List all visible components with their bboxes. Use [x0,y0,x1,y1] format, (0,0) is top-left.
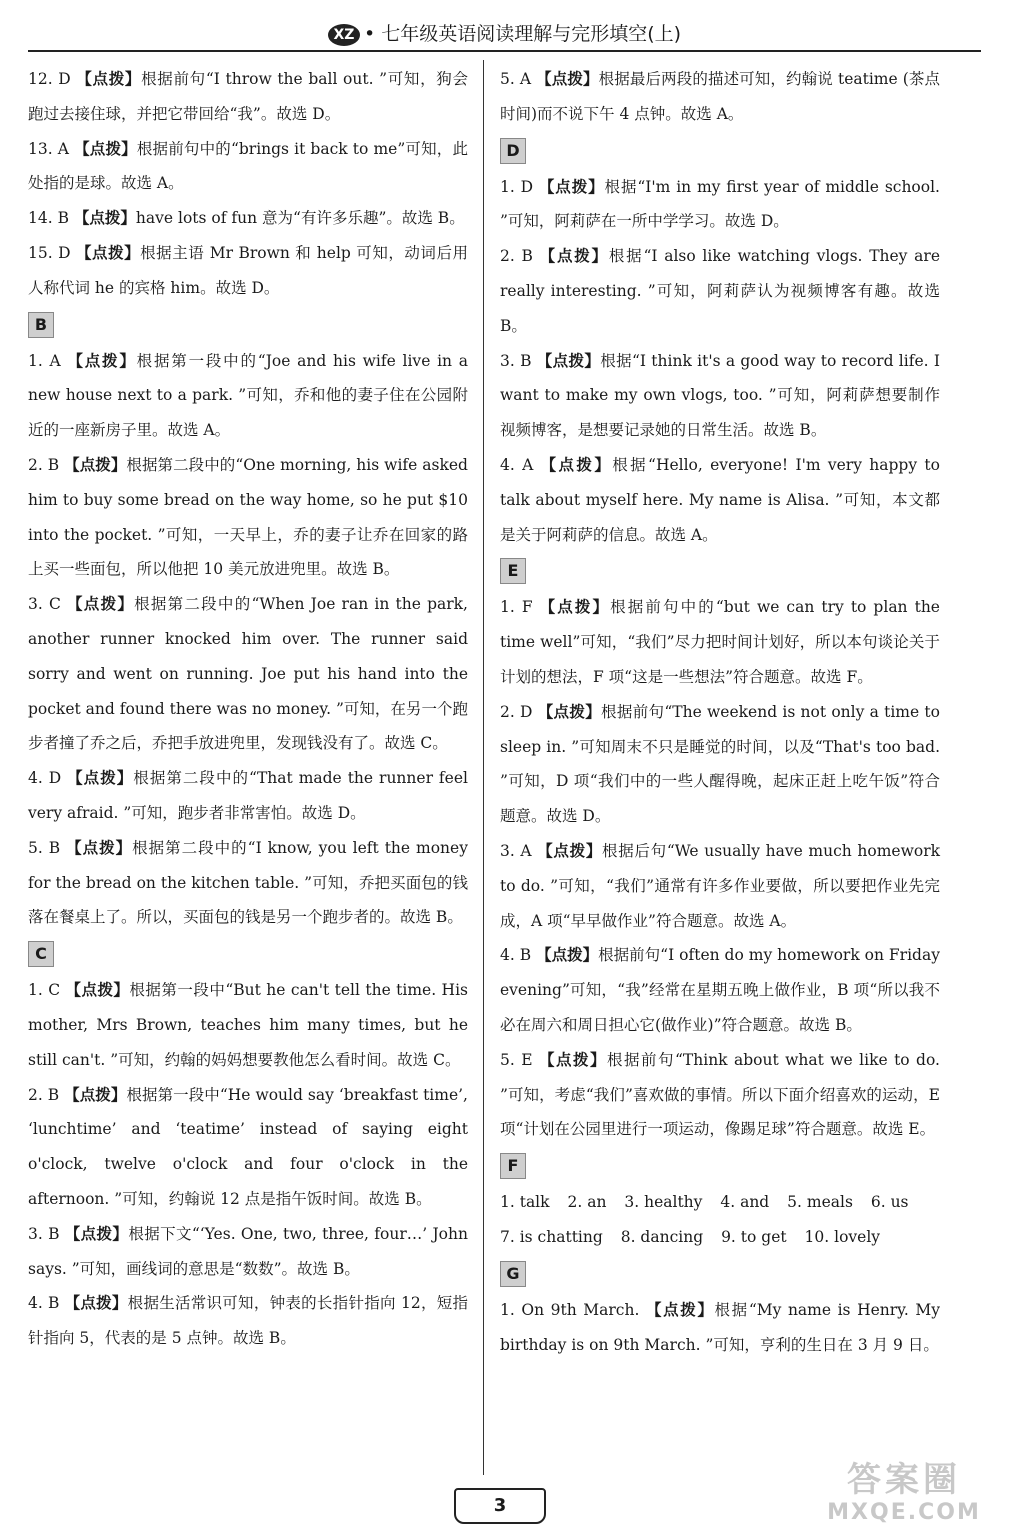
hint-keyword: 【点拨】 [66,837,133,857]
hint-keyword: 【点拨】 [539,246,609,266]
hint-keyword: 【点拨】 [64,1223,129,1243]
section-label-f: F [500,1153,526,1179]
answer-item: 3. C 【点拨】根据第二段中的“When Joe ran in the park, another runner knocked him over. The runner said sorry and went on running. Joe put his hand into the pocket and found there was no money. ”可知，在另一个跑步者撞了乔之后，乔把手放进兜里，发现钱没有了。故选 C。 [28,594,468,753]
answer-item: 5. A 【点拨】根据最后两段的描述可知，约翰说 teatime (茶点时间)而不说下午 4 点钟。故选 A。 [500,69,940,123]
hint-keyword: 【点拨】 [536,945,599,965]
answer-item: 4. D 【点拨】根据第二段中的“That made the runner feel very afraid. ”可知，跑步者非常害怕。故选 D。 [28,768,468,822]
hint-keyword: 【点拨】 [537,840,603,860]
hint-keyword: 【点拨】 [538,176,605,196]
fill-answer: 2. an [567,1193,607,1212]
answer-item: 1. C 【点拨】根据第一段中“But he can't tell the time. His mother, Mrs Brown, teaches him many times, but he still can't. ”可知，约翰的妈妈想要教他怎么看时间。故选 C。 [28,980,468,1069]
hint-keyword: 【点拨】 [64,454,127,474]
answer-item: 13. A 【点拨】根据前句中的“brings it back to me”可知，此处指的是球。故选 A。 [28,138,468,193]
hint-keyword: 【点拨】 [76,69,142,88]
answer-item: 2. D 【点拨】根据前句“The weekend is not only a time to sleep in. ”可知周末不只是睡觉的时间，以及“That's too bad. ”可知，D 项“我们中的一些人醒得晚，起床正赶上吃午饭”符合题意。故选 D。 [500,701,940,826]
fill-answers-row-1 [500,1185,940,1220]
answer-item: 14. B 【点拨】have lots of fun 意为“有许多乐趣”。故选 B。 [28,208,465,228]
answer-item: 1. A 【点拨】根据第一段中的“Joe and his wife live in a new house next to a park. ”可知，乔和他的妻子住在公园附近的一座新房子里。故选 A。 [28,350,468,440]
answer-item: 2. B 【点拨】根据“I also like watching vlogs. They are really interesting. ”可知，阿莉萨认为视频博客有趣。故选 B。 [500,246,940,335]
answer-item: 1. On 9th March. 【点拨】根据“My name is Henry. My birthday is on 9th March. ”可知，亨利的生日在 3 月 9 日。 [500,1299,940,1354]
answer-item: 2. B 【点拨】根据第一段中“He would say ‘breakfast time’, ‘lunchtime’ and ‘teatime’ instead of saying eight o'clock, twelve o'clock and four o'clock in the afternoon. ”可知，约翰说 12 点是指午饭时间。故选 B。 [28,1084,468,1208]
hint-keyword: 【点拨】 [73,208,136,228]
answer-item: 5. B 【点拨】根据第二段中的“I know, you left the money for the bread on the kitchen table. ”可知，乔把买面包的钱落在餐桌上了。所以，买面包的钱是另一个跑步者的。故选 B。 [28,837,468,927]
hint-keyword: 【点拨】 [65,980,130,1000]
fill-answer: 6. us [870,1193,909,1212]
section-label-c: C [28,941,54,967]
column-divider [483,60,484,1475]
watermark-top: 答案圈 [847,1460,961,1500]
fill-answer: 7. is chatting [500,1227,603,1246]
answer-item: 1. D 【点拨】根据“I'm in my first year of middle school. ”可知，阿莉萨在一所中学学习。故选 D。 [500,176,940,231]
answer-item: 4. B 【点拨】根据生活常识可知，钟表的长指针指向 12，短指针指向 5，代表的是 5 点钟。故选 B。 [28,1293,468,1348]
publisher-logo: XZ [328,24,360,46]
fill-answer: 4. and [720,1193,770,1212]
hint-keyword: 【点拨】 [74,138,137,158]
fill-answer: 1. talk [500,1193,550,1212]
section-label-g: G [500,1261,526,1287]
header-rule [28,50,981,52]
page-footer [454,1488,544,1528]
site-watermark [809,1460,999,1530]
left-column [28,62,468,1356]
fill-answer: 8. dancing [620,1227,704,1246]
hint-keyword: 【点拨】 [67,350,137,370]
hint-keyword: 【点拨】 [645,1299,715,1319]
answer-item: 3. B 【点拨】根据“I think it's a good way to record life. I want to make my own vlogs, too. ”可知，阿莉萨想要制作视频博客，是想要记录她的日常生活。故选 B。 [500,350,940,440]
hint-keyword: 【点拨】 [538,1049,607,1069]
hint-keyword: 【点拨】 [76,242,141,262]
section-label-b: B [28,312,54,338]
hint-keyword: 【点拨】 [540,454,613,474]
answer-item: 4. A 【点拨】根据“Hello, everyone! I'm very happy to talk about myself here. My name is Alisa. ”可知，本文都是关于阿莉萨的信息。故选 A。 [500,454,940,544]
answer-item: 1. F 【点拨】根据前句中的“but we can try to plan the time well”可知，“我们”尽力把时间计划好，所以本句谈论关于计划的想法，F 项“这是一些想法”符合题意。故选 F。 [500,597,940,686]
hint-keyword: 【点拨】 [539,597,611,617]
page-number: 3 [454,1488,546,1524]
hint-keyword: 【点拨】 [537,701,602,721]
header-title-row [0,22,1009,46]
fill-answer: 9. to get [721,1227,787,1246]
answer-item: 15. D 【点拨】根据主语 Mr Brown 和 help 可知，动词后用人称代词 he 的宾格 him。故选 D。 [28,242,468,297]
answer-item: 12. D 【点拨】根据前句“I throw the ball out. ”可知，狗会跑过去接住球，并把它带回给“我”。故选 D。 [28,69,468,123]
answer-item: 4. B 【点拨】根据前句“I often do my homework on Friday evening”可知，“我”经常在星期五晚上做作业，B 项“所以我不必在周六和周日担心它(做作业)”符合题意。故选 B。 [500,945,940,1034]
hint-keyword: 【点拨】 [67,768,134,788]
answer-item: 2. B 【点拨】根据第二段中的“One morning, his wife asked him to buy some bread on the way home, so he put $10 into the pocket. ”可知，一天早上，乔的妻子让乔在回家的路上买一些面包，所以他把 10 美元放进兜里。故选 B。 [28,454,468,579]
section-label-e: E [500,558,526,584]
hint-keyword: 【点拨】 [536,350,601,370]
watermark-bottom: MXQE.COM [827,1500,981,1525]
fill-answers-row-2 [500,1220,940,1255]
book-title: • 七年级英语阅读理解与完形填空(上) [363,23,682,45]
fill-answer: 5. meals [787,1193,853,1212]
answer-item: 3. A 【点拨】根据后句“We usually have much homework to do. ”可知，“我们”通常有许多作业要做，所以要把作业先完成，A 项“早早做作业”符合题意。故选 A。 [500,840,940,930]
hint-keyword: 【点拨】 [64,1293,128,1313]
hint-keyword: 【点拨】 [64,1084,127,1104]
hint-keyword: 【点拨】 [536,69,599,88]
answer-item: 3. B 【点拨】根据下文“‘Yes. One, two, three, four…’ John says. ”可知，画线词的意思是“数数”。故选 B。 [28,1223,468,1278]
section-label-d: D [500,138,526,164]
right-column [500,62,940,1362]
answer-item: 5. E 【点拨】根据前句“Think about what we like to do. ”可知，考虑“我们”喜欢做的事情。所以下面介绍喜欢的运动，E 项“计划在公园里进行一项运动，像踢足球”符合题意。故选 E。 [500,1049,940,1139]
fill-answer: 10. lovely [804,1227,881,1246]
fill-answer: 3. healthy [624,1193,703,1212]
hint-keyword: 【点拨】 [67,594,135,614]
page-header [0,0,1009,58]
